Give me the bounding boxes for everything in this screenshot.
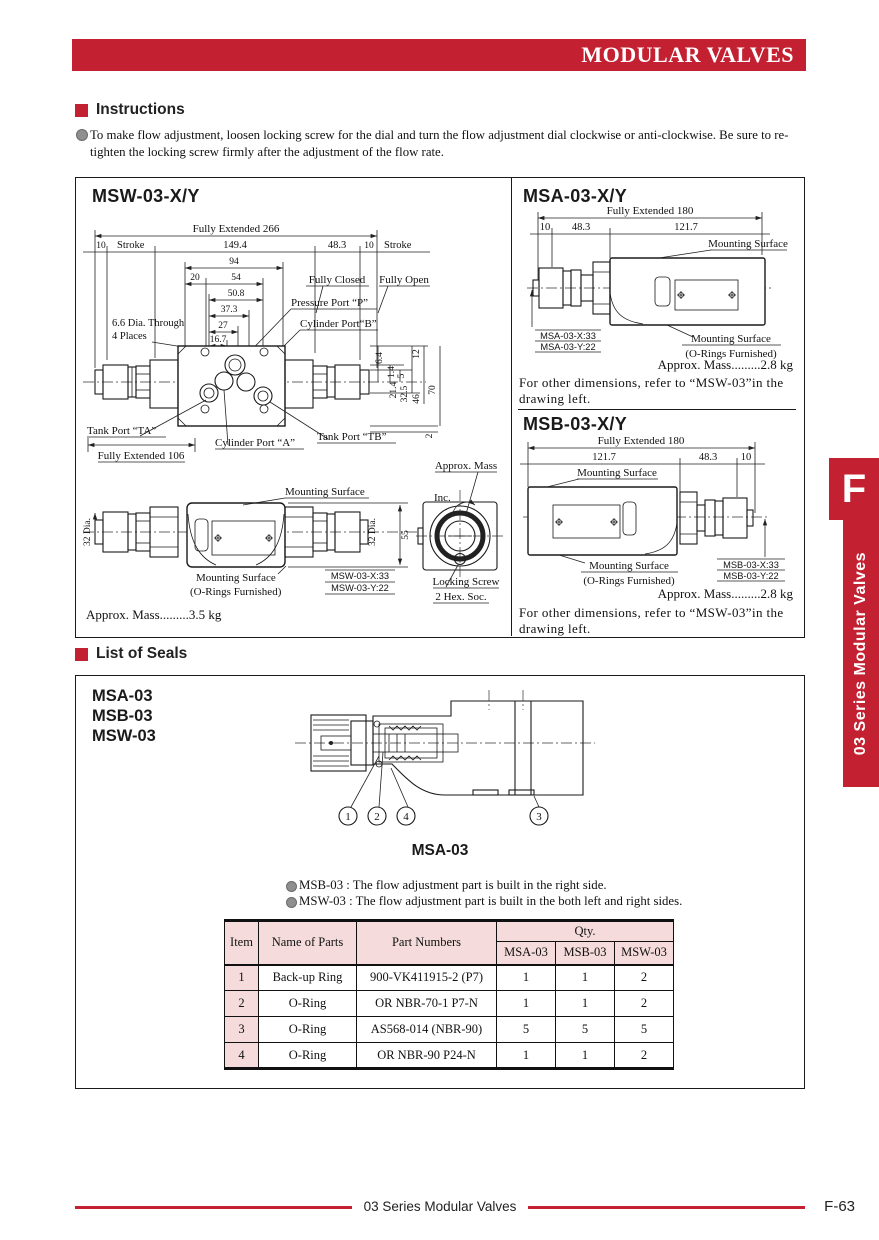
svg-text:(O-Rings Furnished): (O-Rings Furnished) <box>190 586 282 598</box>
svg-text:48.3: 48.3 <box>571 222 591 233</box>
svg-text:2: 2 <box>425 433 435 439</box>
cell-name: O-Ring <box>259 1017 357 1043</box>
seal-parts-table <box>224 919 674 1070</box>
msw-side-view <box>83 486 418 598</box>
cell-part: OR NBR-90 P24-N <box>357 1043 497 1069</box>
seals-heading <box>75 645 187 663</box>
cell-name: O-Ring <box>259 1043 357 1069</box>
footer-rule-left <box>75 1206 352 1209</box>
svg-text:Approx. Mass.........2.8 kg: Approx. Mass.........2.8 kg <box>657 586 793 601</box>
svg-text:Fully Extended 180: Fully Extended 180 <box>597 435 685 447</box>
col-qty: Qty. <box>497 921 674 942</box>
header-bar <box>72 39 806 71</box>
svg-text:Cylinder Port“B”: Cylinder Port“B” <box>300 318 377 330</box>
col-name: Name of Parts <box>259 921 357 965</box>
callout-2: 2 <box>374 811 380 823</box>
svg-text:Fully Extended 180: Fully Extended 180 <box>606 205 694 217</box>
svg-text:For other dimensions, refer to: For other dimensions, refer to “MSW-03”in the <box>519 375 784 390</box>
model-msa: MSA-03 <box>92 687 153 705</box>
svg-text:MSB-03-Y:22: MSB-03-Y:22 <box>723 571 779 581</box>
model-msb: MSB-03 <box>92 707 153 725</box>
msa-title: MSA-03-X/Y <box>523 186 628 206</box>
svg-text:MSA-03-Y:22: MSA-03-Y:22 <box>540 342 596 352</box>
svg-text:Fully Open: Fully Open <box>379 274 429 286</box>
callout-1: 1 <box>345 811 351 823</box>
svg-text:(O-Rings Furnished): (O-Rings Furnished) <box>583 575 675 587</box>
svg-text:32 Dia.: 32 Dia. <box>368 518 378 546</box>
svg-text:32.5: 32.5 <box>400 385 410 403</box>
cell-part: AS568-014 (NBR-90) <box>357 1017 497 1043</box>
svg-text:Mounting Surface: Mounting Surface <box>577 467 657 479</box>
svg-text:Mounting Surface: Mounting Surface <box>589 560 669 572</box>
cell-qty: 1 <box>497 1043 556 1069</box>
table-row <box>225 965 674 991</box>
col-item: Item <box>225 921 259 965</box>
cell-qty: 5 <box>615 1017 674 1043</box>
msa-body <box>527 258 773 325</box>
svg-text:Stroke: Stroke <box>117 240 145 251</box>
bullet-icon <box>286 897 297 908</box>
cell-qty: 1 <box>556 965 615 991</box>
svg-text:121.7: 121.7 <box>592 452 616 463</box>
seal-cross-section <box>293 688 598 838</box>
msw-right-dimensions <box>370 346 440 438</box>
drawings-box-divider-vertical <box>511 177 512 636</box>
svg-text:20: 20 <box>190 273 200 283</box>
instructions-heading <box>75 101 185 119</box>
cell-qty: 1 <box>497 991 556 1017</box>
svg-text:16.7: 16.7 <box>209 335 227 345</box>
svg-text:Fully Closed: Fully Closed <box>308 274 366 286</box>
drawings-box-divider-horizontal <box>518 409 796 410</box>
col-qty-msa: MSA-03 <box>497 942 556 965</box>
instructions-heading-label: Instructions <box>96 101 185 118</box>
svg-text:46: 46 <box>412 394 422 404</box>
cell-qty: 1 <box>556 1043 615 1069</box>
callout-4: 4 <box>403 811 409 823</box>
svg-text:Pressure Port “P”: Pressure Port “P” <box>291 297 368 309</box>
svg-text:37.3: 37.3 <box>220 305 238 315</box>
svg-text:94: 94 <box>229 257 239 267</box>
cell-qty: 5 <box>497 1017 556 1043</box>
svg-text:2 Hex. Soc.: 2 Hex. Soc. <box>435 591 487 603</box>
svg-text:1.4: 1.4 <box>387 366 397 378</box>
msw-drawing <box>78 218 508 636</box>
cell-part: 900-VK411915-2 (P7) <box>357 965 497 991</box>
cross-section-drawing <box>295 690 595 795</box>
seals-model-list <box>92 686 156 746</box>
svg-text:21.4: 21.4 <box>389 381 399 399</box>
cell-qty: 2 <box>615 991 674 1017</box>
svg-text:10: 10 <box>96 241 106 251</box>
svg-text:For other dimensions, refer to: For other dimensions, refer to “MSW-03”in the <box>519 605 784 620</box>
cell-qty: 2 <box>615 1043 674 1069</box>
table-row <box>225 991 674 1017</box>
page-title: MODULAR VALVES <box>581 42 794 67</box>
svg-text:121.7: 121.7 <box>674 222 698 233</box>
svg-text:Fully Extended 266: Fully Extended 266 <box>192 223 280 235</box>
svg-text:27: 27 <box>218 321 228 331</box>
seals-heading-label: List of Seals <box>96 645 188 662</box>
figure-caption: MSA-03 <box>411 842 469 859</box>
cell-item: 4 <box>225 1043 259 1069</box>
svg-text:149.4: 149.4 <box>223 240 247 251</box>
svg-text:Fully Extended 106: Fully Extended 106 <box>97 450 185 462</box>
footer-title: 03 Series Modular Valves <box>363 1199 517 1214</box>
cell-name: Back-up Ring <box>259 965 357 991</box>
svg-text:Tank Port “TB”: Tank Port “TB” <box>317 431 387 443</box>
footer-page-number: F-63 <box>824 1198 855 1215</box>
seal-note-msb: MSB-03 : The flow adjustment part is built in the right side. <box>299 878 607 892</box>
svg-text:Tank Port “TA”: Tank Port “TA” <box>87 425 157 437</box>
svg-text:Mounting Surface: Mounting Surface <box>691 333 771 345</box>
svg-text:Cylinder Port “A”: Cylinder Port “A” <box>215 437 296 449</box>
msw-dial-view <box>416 460 504 603</box>
seal-note-msw: MSW-03 : The flow adjustment part is built in the both left and right sides. <box>299 894 683 908</box>
svg-text:4 Places: 4 Places <box>112 331 147 342</box>
svg-text:Approx. Mass.........2.8 kg: Approx. Mass.........2.8 kg <box>657 357 793 372</box>
svg-text:MSA-03-X:33: MSA-03-X:33 <box>540 331 596 341</box>
msb-title: MSB-03-X/Y <box>523 414 628 434</box>
bullet-icon <box>76 129 88 141</box>
callout-3: 3 <box>536 811 542 823</box>
svg-text:32 Dia.: 32 Dia. <box>83 518 93 546</box>
svg-text:Stroke: Stroke <box>384 240 412 251</box>
svg-text:48.3: 48.3 <box>698 452 718 463</box>
svg-text:5: 5 <box>397 373 407 379</box>
cell-qty: 2 <box>615 965 674 991</box>
msw-title: MSW-03-X/Y <box>92 186 200 206</box>
cell-item: 3 <box>225 1017 259 1043</box>
svg-text:12: 12 <box>412 349 422 359</box>
svg-text:MSB-03-X:33: MSB-03-X:33 <box>723 560 779 570</box>
svg-text:Mounting Surface: Mounting Surface <box>285 486 365 498</box>
chapter-tab-text: 03 Series Modular Valves <box>852 551 869 756</box>
section-square-icon <box>75 104 88 117</box>
svg-text:MSW-03-Y:22: MSW-03-Y:22 <box>331 583 389 593</box>
section-square-icon <box>75 648 88 661</box>
chapter-letter: F <box>841 466 867 511</box>
svg-text:MSW-03-X:33: MSW-03-X:33 <box>330 571 390 581</box>
svg-text:drawing left.: drawing left. <box>519 391 591 406</box>
svg-text:50.8: 50.8 <box>227 289 245 299</box>
bullet-icon <box>286 881 297 892</box>
svg-text:Mounting Surface: Mounting Surface <box>196 572 276 584</box>
cell-item: 2 <box>225 991 259 1017</box>
msa-drawing <box>515 205 805 405</box>
cell-item: 1 <box>225 965 259 991</box>
svg-text:10: 10 <box>364 241 374 251</box>
svg-text:70: 70 <box>428 385 438 395</box>
instructions-note: To make flow adjustment, loosen locking screw for the dial and turn the flow adjustment dial clockwise or anti-clockwise. Be sure to re-tighten the locking screw firmly after the adjustment of the flow rate. <box>90 128 789 159</box>
svg-text:6.4: 6.4 <box>375 352 385 364</box>
msw-approx-mass: Approx. Mass.........3.5 kg <box>86 607 222 622</box>
svg-text:Approx. Mass: Approx. Mass <box>434 460 498 472</box>
col-qty-msw: MSW-03 <box>615 942 674 965</box>
msb-body <box>523 487 770 555</box>
svg-text:6.6 Dia. Through: 6.6 Dia. Through <box>112 318 185 329</box>
table-row <box>225 1043 674 1069</box>
cell-qty: 1 <box>556 991 615 1017</box>
svg-text:54: 54 <box>231 273 241 283</box>
cell-part: OR NBR-70-1 P7-N <box>357 991 497 1017</box>
svg-text:55: 55 <box>401 530 411 540</box>
svg-text:Mounting Surface: Mounting Surface <box>708 238 788 250</box>
col-part: Part Numbers <box>357 921 497 965</box>
cell-name: O-Ring <box>259 991 357 1017</box>
svg-text:(O-Rings Furnished): (O-Rings Furnished) <box>685 348 777 360</box>
svg-text:Inc.: Inc. <box>434 492 451 504</box>
chapter-tab <box>829 458 879 520</box>
svg-text:48.3: 48.3 <box>327 240 347 251</box>
col-qty-msb: MSB-03 <box>556 942 615 965</box>
chapter-tab-label <box>843 520 879 787</box>
model-msw: MSW-03 <box>92 727 156 745</box>
footer-rule-right <box>528 1206 805 1209</box>
table-row <box>225 1017 674 1043</box>
callouts <box>339 752 548 825</box>
svg-text:drawing left.: drawing left. <box>519 621 591 636</box>
svg-text:10: 10 <box>740 452 752 463</box>
svg-text:Locking Screw: Locking Screw <box>432 576 500 588</box>
cell-qty: 5 <box>556 1017 615 1043</box>
cell-qty: 1 <box>497 965 556 991</box>
msb-drawing <box>515 435 805 635</box>
svg-text:10: 10 <box>539 222 551 233</box>
